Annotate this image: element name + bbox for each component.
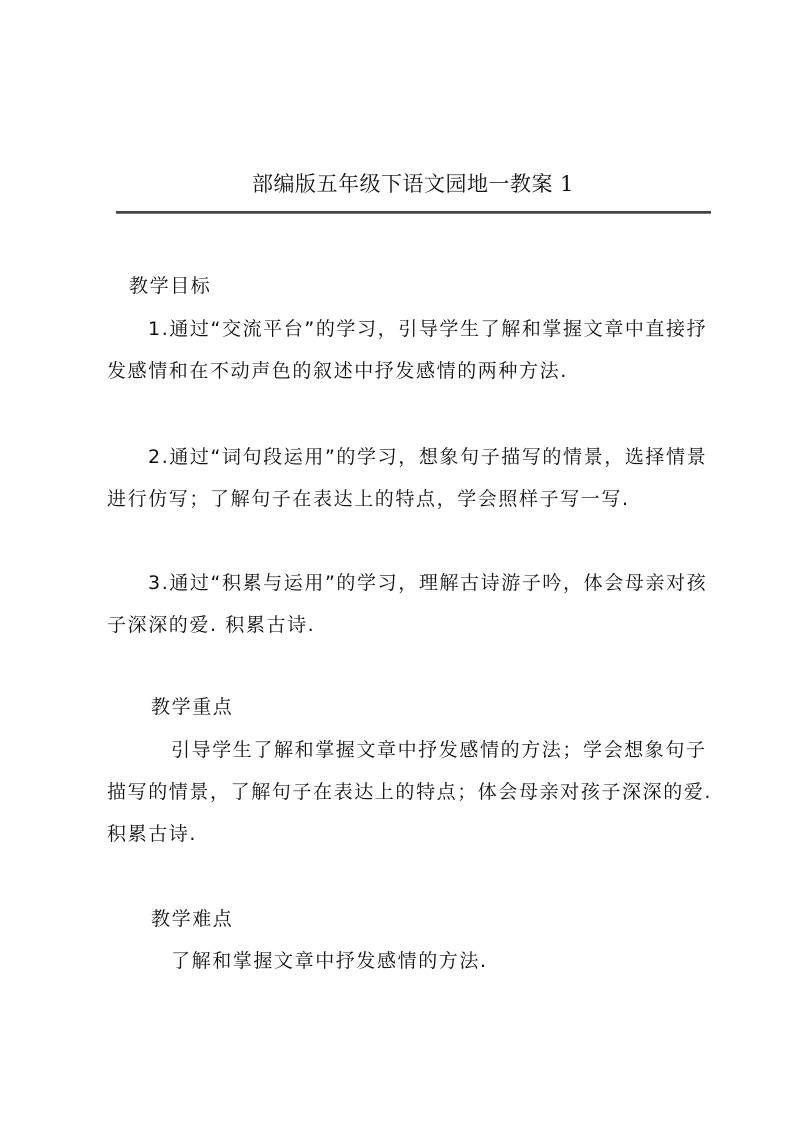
objective-item-2: 2.通过“词句段运用”的学习，想象句子描写的情景，选择情景进行仿写；了解句子在表达上的特点，学会照样子写一写. <box>107 446 708 510</box>
objective-item-1: 1.通过“交流平台”的学习，引导学生了解和掌握文章中直接抒发感情和在不动声色的叙述中抒发感情的两种方法. <box>107 318 708 382</box>
objective-item-3: 3.通过“积累与运用”的学习，理解古诗游子吟，体会母亲对孩子深深的爱. 积累古诗. <box>107 572 708 636</box>
key-points-text: 引导学生了解和掌握文章中抒发感情的方法；学会想象句子描写的情景，了解句子在表达上的特点；体会母亲对孩子深深的爱. 积累古诗. <box>107 739 713 845</box>
key-points-heading: 教学重点 <box>151 696 234 718</box>
document-title: 部编版五年级下语文园地一教案 1 <box>251 172 575 196</box>
difficulties-text: 了解和掌握文章中抒发感情的方法. <box>171 950 488 972</box>
difficulties-heading: 教学难点 <box>151 908 234 930</box>
objectives-heading: 教学目标 <box>129 275 212 297</box>
title-divider <box>116 211 711 214</box>
